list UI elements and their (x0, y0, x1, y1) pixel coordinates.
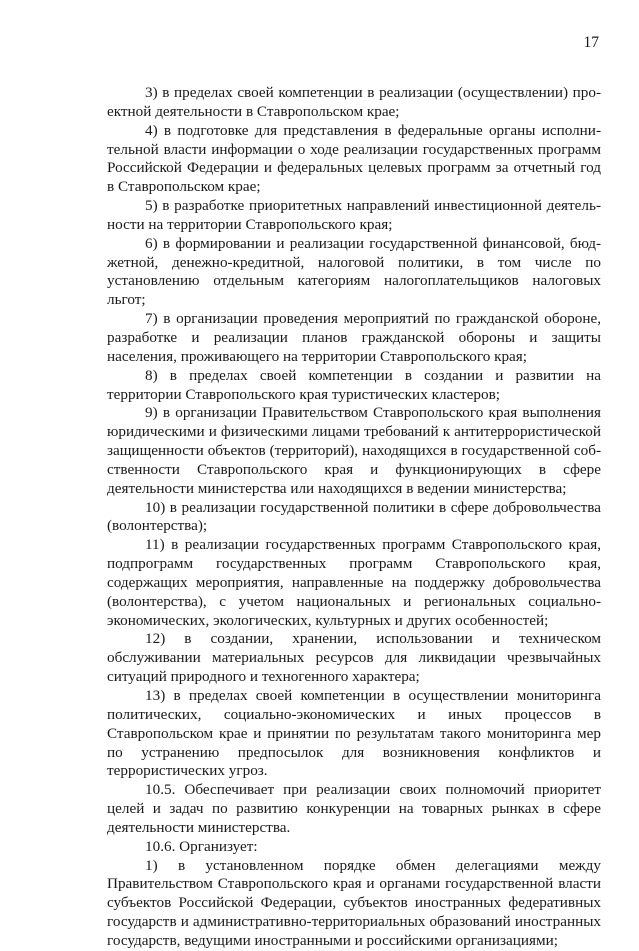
paragraph-item-13: 13) в пределах своей компетенции в осуществлении мониторинга политических, социально-экономических и иных процессов в Ставропольском крае и принятии по результатам такого мониторинга мер по устранению предпосылок для возникновения конфликтов и террористических угроз. (107, 687, 601, 780)
paragraph-item-8: 8) в пределах своей компетенции в создании и развитии на территории Ставропольского края туристических кластеров; (107, 366, 601, 403)
paragraph-item-3: 3) в пределах своей компетенции в реализации (осуществлении) проектной деятельности в Ставропольском крае; (107, 84, 601, 120)
paragraph-item-10: 10) в реализации государственной политики в сфере добровольчества (волонтерства); (107, 498, 601, 535)
paragraph-item-11: 11) в реализации государственных программ Ставропольского края, подпрограмм государственных программ Ставропольского края, содержащих мероприятия, направленные на поддержку добровольчества (волонтерства), с учетом национальных и региональных социально-экономических, экологических, культурных и других особенностей; (107, 536, 601, 629)
paragraph-item-4: 4) в подготовке для представления в федеральные органы исполнительной власти информации о ходе реализации государственных программ Российской Федерации и федеральных целевых программ за отчетный год в Ставропольском крае; (107, 121, 601, 196)
paragraph-item-6: 6) в формировании и реализации государственной финансовой, бюджетной, денежно-кредитной, налоговой политики, в том числе по установлению отдельным категориям налогоплательщиков налоговых льгот; (107, 234, 601, 309)
paragraph-item-12: 12) в создании, хранении, использовании и техническом обслуживании материальных ресурсов для ликвидации чрезвычайных ситуаций природного и техногенного характера; (107, 630, 601, 686)
paragraph-item-9: 9) в организации Правительством Ставропольского края выполнения юридическими и физическими лицами требований к антитеррористической защищенности объектов (территорий), находящихся в государственной собственности Ставропольского края и функционирующих в сфере деятельности министерства или находящихся в ведении министерства; (107, 404, 601, 497)
section-10-6-heading: 10.6. Организует: (145, 837, 258, 855)
paragraph-item-5: 5) в разработке приоритетных направлений инвестиционной деятельности на территории Ставропольского края; (107, 197, 601, 233)
page-number: 17 (583, 34, 599, 51)
paragraph-item-7: 7) в организации проведения мероприятий по гражданской обороне, разработке и реализации планов гражданской обороны и защиты населения, проживающего на территории Ставропольского края; (107, 310, 601, 365)
document-body (107, 84, 601, 951)
section-10-6-item-1: 1) в установленном порядке обмен делегациями между Правительством Ставропольского края и органами государственной власти субъектов Российской Федерации, субъектов иностранных федеративных государств и административно-территориальных образований иностранных государств, ведущими иностранными и российскими организациями; (107, 856, 601, 949)
section-10-5: 10.5. Обеспечивает при реализации своих полномочий приоритет целей и задач по развитию конкуренции на товарных рынках в сфере деятельности министерства. (107, 781, 601, 836)
